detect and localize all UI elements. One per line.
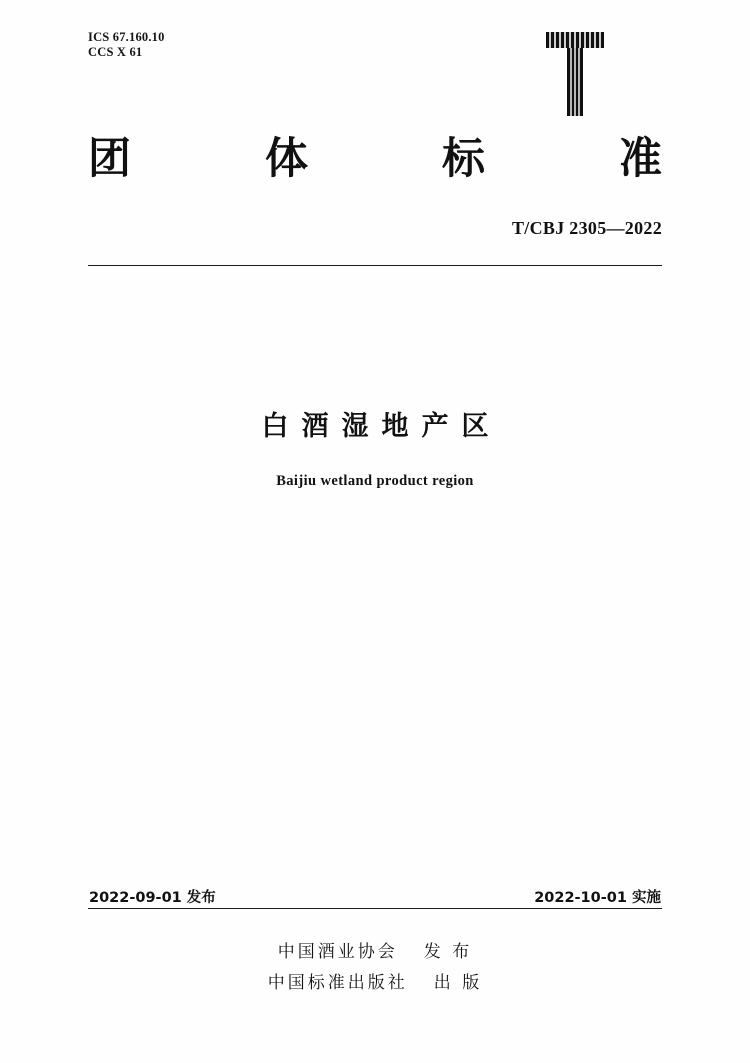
standard-title-english: Baijiu wetland product region: [276, 473, 474, 489]
t-standard-logo-icon: [540, 28, 610, 120]
headline-char-4: 准: [619, 134, 662, 184]
headline-char-1: 团: [88, 134, 131, 184]
issuer-line: [0, 937, 750, 962]
issuer-action: 发 布: [423, 942, 473, 962]
headline-char-3: 标: [442, 134, 485, 184]
header-divider: [88, 265, 662, 266]
standard-number: T/CBJ 2305—2022: [511, 218, 662, 238]
footer-divider: [88, 908, 662, 909]
standard-title-chinese: 白酒湿地产区: [261, 411, 502, 442]
page-title: [88, 134, 662, 184]
press-line: [0, 968, 750, 993]
ccs-code: CCS X 61: [88, 45, 143, 59]
effective-date: 2022-10-01 实施: [534, 890, 661, 906]
ics-code: ICS 67.160.10: [88, 30, 165, 44]
press-action: 出 版: [433, 973, 483, 993]
issue-date: 2022-09-01 发布: [89, 890, 216, 906]
issuer-organization: 中国酒业协会: [277, 942, 398, 962]
press-organization: 中国标准出版社: [267, 973, 408, 993]
headline-char-2: 体: [265, 134, 308, 184]
classification-codes: [88, 30, 165, 60]
